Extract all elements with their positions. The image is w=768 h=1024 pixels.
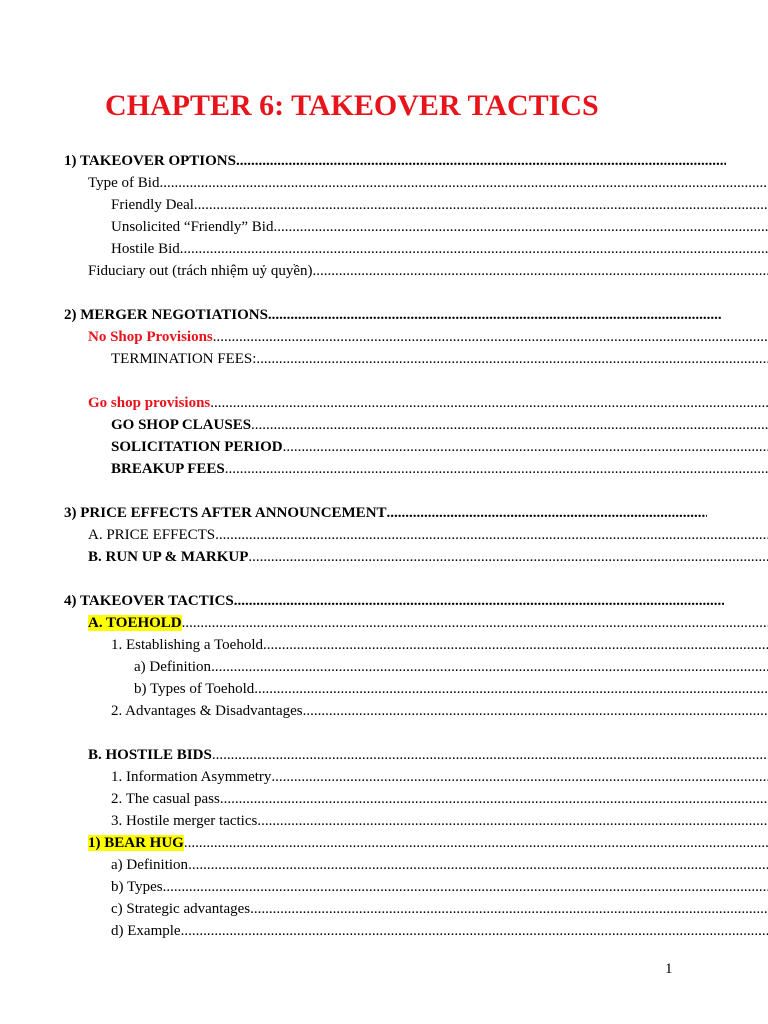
toc-entry-takeover-tactics[interactable] xyxy=(0,590,768,612)
toc-entry-bear-hug-definition[interactable] xyxy=(0,854,768,876)
toc-entry-label: b) Types of Toehold xyxy=(134,681,255,697)
toc-entry-label: A. PRICE EFFECTS xyxy=(88,527,216,543)
dot-leader xyxy=(313,260,768,282)
dot-leader xyxy=(303,700,768,722)
toc-entry-hostile-bids[interactable] xyxy=(0,744,768,766)
toc-entry-label: Unsolicited “Friendly” Bid xyxy=(111,219,274,235)
dot-leader xyxy=(254,678,768,700)
toc-entry-label: 1. Information Asymmetry xyxy=(111,769,272,785)
toc-entry-label: SOLICITATION PERIOD xyxy=(111,439,283,455)
toc-entry-label: Fiduciary out (trách nhiệm uỷ quyền) xyxy=(88,263,313,279)
toc-entry-label: 1. Establishing a Toehold xyxy=(111,637,263,653)
toc-entry-breakup-fees[interactable] xyxy=(0,458,768,480)
toc-entry-label: b) Types xyxy=(111,879,163,895)
toc-entry-label: No Shop Provisions xyxy=(88,329,213,345)
dot-leader xyxy=(211,656,768,678)
dot-leader xyxy=(188,854,768,876)
dot-leader xyxy=(236,150,726,172)
toc-entry-example[interactable] xyxy=(0,920,768,942)
toc-entry-label: Type of Bid xyxy=(88,175,160,191)
toc-entry-label: GO SHOP CLAUSES xyxy=(111,417,252,433)
toc-entry-unsolicited-bid[interactable] xyxy=(0,216,768,238)
toc-entry-label: B. HOSTILE BIDS xyxy=(88,747,212,763)
dot-leader xyxy=(212,744,768,766)
toc-entry-friendly-deal[interactable] xyxy=(0,194,768,216)
toc-entry-label: a) Definition xyxy=(134,659,212,675)
dot-leader xyxy=(210,392,768,414)
toc-entry-label: B. RUN UP & MARKUP xyxy=(88,549,249,565)
dot-leader xyxy=(182,612,768,634)
dot-leader xyxy=(268,304,722,326)
toc-entry-toehold-definition[interactable] xyxy=(0,656,768,678)
dot-leader xyxy=(220,788,768,810)
toc-entry-label: d) Example xyxy=(111,923,181,939)
toc-entry-takeover-options[interactable] xyxy=(0,150,768,172)
dot-leader xyxy=(257,810,768,832)
toc-entry-label: TERMINATION FEES: xyxy=(111,351,257,367)
toc-entry-go-shop-provisions[interactable] xyxy=(0,392,768,414)
dot-leader xyxy=(215,524,768,546)
toc-entry-no-shop-provisions[interactable] xyxy=(0,326,768,348)
toc-entry-hostile-bid[interactable] xyxy=(0,238,768,260)
toc-entry-strategic-advantages[interactable] xyxy=(0,898,768,920)
toc-entry-go-shop-clauses[interactable] xyxy=(0,414,768,436)
highlighted-text: 1) BEAR HUG xyxy=(88,835,184,851)
chapter-title: CHAPTER 6: TAKEOVER TACTICS xyxy=(105,89,599,122)
toc-entry-types-of-toehold[interactable] xyxy=(0,678,768,700)
toc-entry-label xyxy=(88,832,184,854)
dot-leader xyxy=(283,436,768,458)
dot-leader xyxy=(248,546,768,568)
toc-entry-bear-hug-types[interactable] xyxy=(0,876,768,898)
toc-entry-label: 4) TAKEOVER TACTICS xyxy=(64,593,234,609)
toc-entry-label: BREAKUP FEES xyxy=(111,461,225,477)
dot-leader xyxy=(271,766,768,788)
dot-leader xyxy=(234,590,724,612)
toc-entry-hostile-merger-tactics[interactable] xyxy=(0,810,768,832)
toc-entry-type-of-bid[interactable] xyxy=(0,172,768,194)
dot-leader xyxy=(163,876,768,898)
toc-entry-solicitation-period[interactable] xyxy=(0,436,768,458)
dot-leader xyxy=(180,238,768,260)
dot-leader xyxy=(225,458,768,480)
toc-entry-label: 2) MERGER NEGOTIATIONS xyxy=(64,307,268,323)
toc-entry-run-up-markup[interactable] xyxy=(0,546,768,568)
toc-entry-label: 2. The casual pass xyxy=(111,791,220,807)
toc-entry-toehold[interactable] xyxy=(0,612,768,634)
dot-leader xyxy=(184,832,768,854)
toc-entry-fiduciary-out[interactable] xyxy=(0,260,768,282)
dot-leader xyxy=(159,172,768,194)
toc-entry-information-asymmetry[interactable] xyxy=(0,766,768,788)
toc-entry-termination-fees[interactable] xyxy=(0,348,768,370)
dot-leader xyxy=(213,326,768,348)
dot-leader xyxy=(387,502,707,524)
highlighted-text: A. TOEHOLD xyxy=(88,615,182,631)
toc-entry-price-effects[interactable] xyxy=(0,524,768,546)
dot-leader xyxy=(273,216,768,238)
dot-leader xyxy=(194,194,768,216)
toc-entry-price-effects-after-announcement[interactable] xyxy=(0,502,768,524)
dot-leader xyxy=(251,414,768,436)
toc-entry-label: c) Strategic advantages xyxy=(111,901,251,917)
toc-entry-label: 3) PRICE EFFECTS AFTER ANNOUNCEMENT xyxy=(64,505,387,521)
dot-leader xyxy=(263,634,768,656)
page-number: 1 xyxy=(665,961,673,977)
toc-entry-label: Hostile Bid xyxy=(111,241,180,257)
toc-entry-label: 2. Advantages & Disadvantages xyxy=(111,703,303,719)
dot-leader xyxy=(250,898,768,920)
toc-entry-advantages-disadvantages[interactable] xyxy=(0,700,768,722)
dot-leader xyxy=(256,348,768,370)
toc-entry-label: 3. Hostile merger tactics xyxy=(111,813,258,829)
toc-entry-bear-hug[interactable] xyxy=(0,832,768,854)
toc-entry-label: Friendly Deal xyxy=(111,197,194,213)
dot-leader xyxy=(181,920,768,942)
toc-entry-label: 1) TAKEOVER OPTIONS xyxy=(64,153,236,169)
toc-entry-merger-negotiations[interactable] xyxy=(0,304,768,326)
toc-entry-label xyxy=(88,612,182,634)
toc-entry-establishing-toehold[interactable] xyxy=(0,634,768,656)
toc-entry-label: a) Definition xyxy=(111,857,189,873)
toc-entry-label: Go shop provisions xyxy=(88,395,211,411)
toc-entry-casual-pass[interactable] xyxy=(0,788,768,810)
